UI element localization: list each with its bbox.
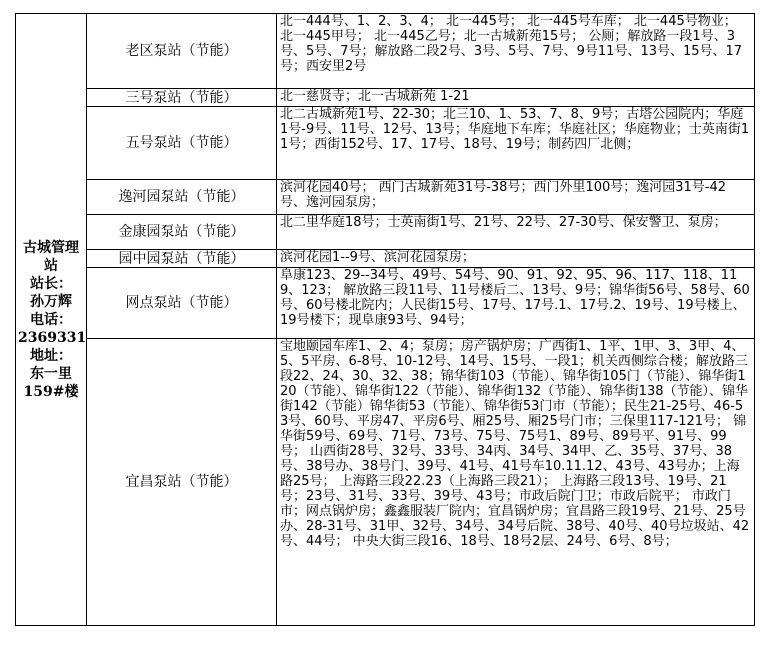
manager-name: 孙万辉 (30, 293, 72, 310)
table-row (16, 89, 755, 107)
table-row (16, 268, 755, 339)
table-row (16, 107, 755, 180)
pump-station-addresses: 滨河花园1--9号、滨河花园泵房； (277, 250, 755, 268)
table-row (16, 339, 755, 626)
address-line-2: 159#楼 (23, 383, 79, 400)
pump-station-name: 金康园泵站（节能） (87, 215, 277, 250)
pump-station-addresses: 北二古城新苑1号、22-30；北三10、1、53、7、8、9号；古塔公园院内；华庭1号-9号、11号、12号、13号；华庭地下车库；华庭社区；华庭物业；士英南街11号；西街152号、17、17号、18号、19号；制药四厂北侧； (277, 107, 755, 180)
table-row (16, 14, 755, 89)
pump-station-name: 园中园泵站（节能） (87, 250, 277, 268)
pump-station-name: 三号泵站（节能） (87, 89, 277, 107)
pump-station-name: 老区泵站（节能） (87, 14, 277, 89)
station-name: 古城管理站 (23, 239, 79, 274)
pump-station-addresses: 滨河花园40号； 西门古城新苑31号-38号；西门外里100号；逸河园31号-42号、逸河园泵房； (277, 180, 755, 215)
station-table (15, 13, 755, 626)
pump-station-name: 逸河园泵站（节能） (87, 180, 277, 215)
table-row (16, 180, 755, 215)
phone-number: 2369331 (18, 329, 87, 346)
pump-station-name: 网点泵站（节能） (87, 268, 277, 339)
pump-station-name: 五号泵站（节能） (87, 107, 277, 180)
pump-station-addresses: 阜康123、29--34号、49号、54号、90、91、92、95、96、117、118、119、123； 解放路三段11号、11号楼后二、13号、9号；锦华街56号、58号、60号、60号楼北院内；人民街15号、17号、17号.1、17号.2、19号、19号楼上、19号楼下；现阜康93号、94号； (277, 268, 755, 339)
manager-label: 站长： (30, 275, 72, 292)
address-line-1: 东一里 (30, 365, 72, 382)
pump-station-addresses: 宝地颐园车库1、2、4；泵房；房产锅炉房；广西街1、1平、1甲、3、3甲、4、5、5平房、6-8号、10-12号、14号、15号、一段1；机关西侧综合楼；解放路三段22、24、30、32、38；锦华街103（节能）、锦华街105门（节能）、锦华街120（节能）、锦华街122（节能）、锦华街132（节能）、锦华街138（节能）、锦华街142（节能）锦华街53（节能）、锦华街53门市（节能）；民生21-25号、46-53号、60号、平房47、平房6号、厢25号、厢25号门市；三保里117-121号； 锦华街59号、69号、71号、73号、75号、75号1、89号、89号平、91号、99号； 山西街28号、32号、33号、34丙、34号、34甲、乙、35号、37号、38号、38号办、38号门、39号、41号、41号车10.11.12、43号、43号办；上海路25号； 上海路三段22.23（上海路三段21）； 上海路三段13号、19号、21号；23号、31号、33号、39号、43号；市政后院门卫；市政后院平； 市政门市；网点锅炉房；鑫鑫服装厂院内；宜昌锅炉房；宜昌路三段19号、21号、25号办、28-31号、31甲、32号、34号、34号后院、38号、40号、40号垃圾站、42号、44号； 中央大街三段16、18号、18号2层、24号、6号、8号； (277, 339, 755, 626)
pump-station-name: 宜昌泵站（节能） (87, 339, 277, 626)
table-row (16, 215, 755, 250)
pump-station-addresses: 北一444号、1、2、3、4； 北一445号； 北一445号车库； 北一445号物业； 北一445甲号； 北一445乙号；北一古城新苑15号； 公厕；解放路一段1号、3号、5号、7号；解放路二段2号、3号、5号、7号、9号11号、13号、15号、17号；西安里2号 (277, 14, 755, 89)
station-info-cell (16, 14, 87, 626)
pump-station-addresses: 北二里华庭18号；士英南街1号、21号、22号、27-30号、保安警卫、泵房； (277, 215, 755, 250)
address-label: 地址： (30, 347, 72, 364)
table-row (16, 250, 755, 268)
phone-label: 电话： (30, 311, 72, 328)
pump-station-addresses: 北一慈贤寺；北一古城新苑 1-21 (277, 89, 755, 107)
